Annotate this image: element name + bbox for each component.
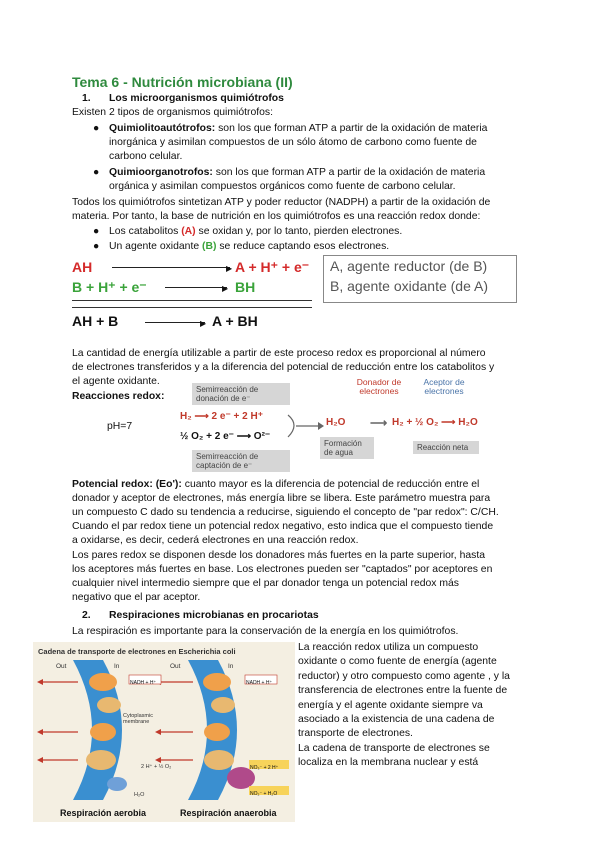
para3-line1-text: cuanto mayor es la diferencia de potencial de reducción entre el xyxy=(181,479,480,490)
complex-fp-1 xyxy=(89,673,117,691)
out-label-1: Out xyxy=(56,663,67,670)
bullet-oxidante xyxy=(109,240,389,254)
semi-donacion-box: Semirreacción de donación de e⁻ xyxy=(192,383,290,405)
bracket-arrow xyxy=(284,405,324,445)
bullet-oxidante-pre: Un agente oxidante xyxy=(109,241,203,252)
complex-fp-2 xyxy=(203,673,231,691)
eq-r2-right: BH xyxy=(235,279,256,295)
para3-line3: un compuesto C dado su tendencia a reducirse, siguiendo el concepto de "par redox": C/CH. xyxy=(72,507,499,518)
eq-r1-right-text: A + H⁺ + e⁻ xyxy=(235,259,310,275)
acceptor-label: Aceptor de electrones xyxy=(423,377,465,396)
eq-r1-left: AH xyxy=(72,259,93,275)
reaccion-neta-box: Reacción neta xyxy=(413,441,479,454)
section-1-heading: Los microorganismos quimiótrofos xyxy=(109,93,284,104)
bullet-quimiolito-line1: son los que forman ATP a partir de la oxidación de materia xyxy=(215,123,488,134)
para3-line1 xyxy=(72,478,479,492)
para1-line1: Todos los quimiótrofos sintetizan ATP y poder reductor (NADPH) a partir de la oxidación de xyxy=(72,197,491,208)
term-potencial-redox: Potencial redox: (Eo'): xyxy=(72,479,182,490)
semi-captacion-box: Semirreacción de captación de e⁻ xyxy=(192,450,290,472)
redox-bottom-reaction: ½ O₂ + 2 e⁻ ⟶ O²⁻ xyxy=(180,431,271,442)
section-1-number: 1. xyxy=(82,93,91,104)
equation-divider xyxy=(72,300,312,301)
complex-cyt-1 xyxy=(86,750,116,770)
caption-aerobia: Respiración aerobia xyxy=(60,808,147,818)
no3-label: NO₃⁻ + 2 H⁺ xyxy=(250,765,279,771)
right-line: transferencia de electrones entre la fuente de xyxy=(298,685,508,697)
right-line: localiza en la membrana nuclear y está xyxy=(298,757,479,769)
bullet-dot: ● xyxy=(93,226,100,237)
formacion-agua-box: Formación de agua xyxy=(320,437,374,459)
arrow-head: ▶ xyxy=(200,319,207,328)
nadh-label-2: NADH + H⁺ xyxy=(246,680,273,686)
h2o-label: H₂O xyxy=(134,792,145,798)
para2-line1: La cantidad de energía utilizable a partir de este proceso redox es proporcional al número xyxy=(72,348,486,359)
para4-line4: negativo que el par aceptor. xyxy=(72,592,201,603)
bullet-oxidante-post: se reduce captando esos electrones. xyxy=(216,241,390,252)
complex-q-2 xyxy=(204,723,230,741)
tag-a: (A) xyxy=(181,226,196,237)
bullet-quimiolito-line3: carbono celular. xyxy=(109,151,183,162)
para1-line2: materia. Por tanto, la base de nutrición en los quimiótrofos es una reacción redox donde: xyxy=(72,211,481,222)
equation-divider xyxy=(72,307,312,308)
complex-cytbo-1 xyxy=(107,777,127,791)
right-line: asociado a la existencia de una cadena de xyxy=(298,714,495,726)
bullet-quimiolito-line2: inorgánica y asimilan compuestos de un sólo átomo de carbono como fuente de xyxy=(109,137,477,148)
nadh-label-1: NADH + H⁺ xyxy=(130,680,157,686)
para2-line3: el agente oxidante. xyxy=(72,376,160,387)
redox-top-reaction: H₂ ⟶ 2 e⁻ + 2 H⁺ xyxy=(180,411,263,422)
right-line: energía y el agente oxidante siempre va xyxy=(298,699,483,711)
right-line: La cadena de transporte de electrones se xyxy=(298,742,490,754)
para2-line2: de electrones transferidos y a la diferencia del potencial de reducción entre los catabolitos y xyxy=(72,362,495,373)
right-line: reductor) y otro compuesto como agente , y la xyxy=(298,670,510,682)
h2o-product: H₂O xyxy=(326,417,346,428)
right-line: oxidante o como fuente de energía (agente xyxy=(298,656,497,668)
complex-cyt-2 xyxy=(204,750,234,770)
arrow-line xyxy=(145,322,205,323)
next-arrow: ⟶ xyxy=(370,416,388,430)
in-label-2: In xyxy=(228,663,234,670)
para4-line1: Los pares redox se disponen desde los donadores más fuertes en la parte superior, hasta xyxy=(72,550,485,561)
eq-r1-right xyxy=(235,260,309,274)
net-equation: H₂ + ½ O₂ ⟶ H₂O xyxy=(392,417,478,428)
complex-q-1 xyxy=(90,723,116,741)
cytoplasmic-membrane-label: Cytoplasmic membrane xyxy=(123,713,153,725)
bullet-quimioorg-line1: son los que forman ATP a partir de la oxidación de materia xyxy=(212,167,486,178)
right-line: La reacción redox utiliza un compuesto xyxy=(298,642,479,653)
arrow-line xyxy=(112,267,230,268)
bullet-dot: ● xyxy=(93,123,100,134)
para4-line3: cualquier nivel intermedio siempre que el par donador tenga un potencial redox más xyxy=(72,578,459,589)
agent-oxidante: B, agente oxidante (de A) xyxy=(330,278,488,294)
bullet-quimioorg xyxy=(109,166,529,180)
o2-label: 2 H⁺ + ½ O₂ xyxy=(141,764,172,770)
para3-line2: donador y aceptor de electrones, más energía libre se libera. Este parámetro muestra para xyxy=(72,493,491,504)
donor-label: Donador de electrones xyxy=(356,377,402,396)
para3-line5: a oxidarse, es decir, cederá electrones en una reacción redox. xyxy=(72,535,359,546)
para4-line2: los aceptores más fuertes en base. Los electrones pueden ser "captados" por aceptores en xyxy=(72,564,493,575)
caption-anaerobia: Respiración anaerobia xyxy=(180,808,277,818)
bullet-quimiolito xyxy=(109,122,529,136)
redox-label: Reacciones redox: xyxy=(72,391,165,402)
right-line: transporte de electrones. xyxy=(298,728,413,740)
agent-reductor: A, agente reductor (de B) xyxy=(330,258,488,274)
eq-r3-left: AH + B xyxy=(72,313,119,329)
no2-label: NO₂⁻ + H₂O xyxy=(250,791,278,797)
para5: La respiración es importante para la conservación de la energía en los quimiótrofos. xyxy=(72,626,459,637)
arrow-head: ▶ xyxy=(222,284,229,293)
term-quimiolito: Quimiolitoautótrofos: xyxy=(109,123,216,134)
bullet-catabolitos-pre: Los catabolitos xyxy=(109,226,182,237)
complex-fes-1 xyxy=(97,697,121,713)
complex-fes-2 xyxy=(211,697,235,713)
out-label-2: Out xyxy=(170,663,181,670)
para3-line4: Cuando el par redox tiene un potencial redox negativo, esto indica que el compuesto tiende xyxy=(72,521,494,532)
right-column xyxy=(298,641,528,771)
ph-label: pH=7 xyxy=(107,421,133,432)
arrow-head: ▶ xyxy=(226,264,233,273)
in-label-1: In xyxy=(114,663,120,670)
tag-b: (B) xyxy=(202,241,217,252)
bullet-quimioorg-line2: orgánica y asimilan compuestos orgánicos como fuente de carbono celular. xyxy=(109,181,456,192)
eq-r3-right: A + BH xyxy=(212,313,258,329)
section-2-number: 2. xyxy=(82,610,91,621)
section-2-heading: Respiraciones microbianas en procariotas xyxy=(109,610,319,621)
term-quimioorg: Quimioorganotrofos: xyxy=(109,167,213,178)
etc-figure-title: Cadena de transporte de electrones en Escherichia coli xyxy=(38,647,236,656)
page-title: Tema 6 - Nutrición microbiana (II) xyxy=(72,74,293,90)
eq-r2-left: B + H⁺ + e⁻ xyxy=(72,279,147,295)
bullet-catabolitos-post: se oxidan y, por lo tanto, pierden electrones. xyxy=(195,226,403,237)
bullet-catabolitos xyxy=(109,225,402,239)
bullet-dot: ● xyxy=(93,167,100,178)
intro-text: Existen 2 tipos de organismos quimiótrofos: xyxy=(72,107,273,118)
bullet-dot: ● xyxy=(93,241,100,252)
arrow-line xyxy=(165,287,227,288)
